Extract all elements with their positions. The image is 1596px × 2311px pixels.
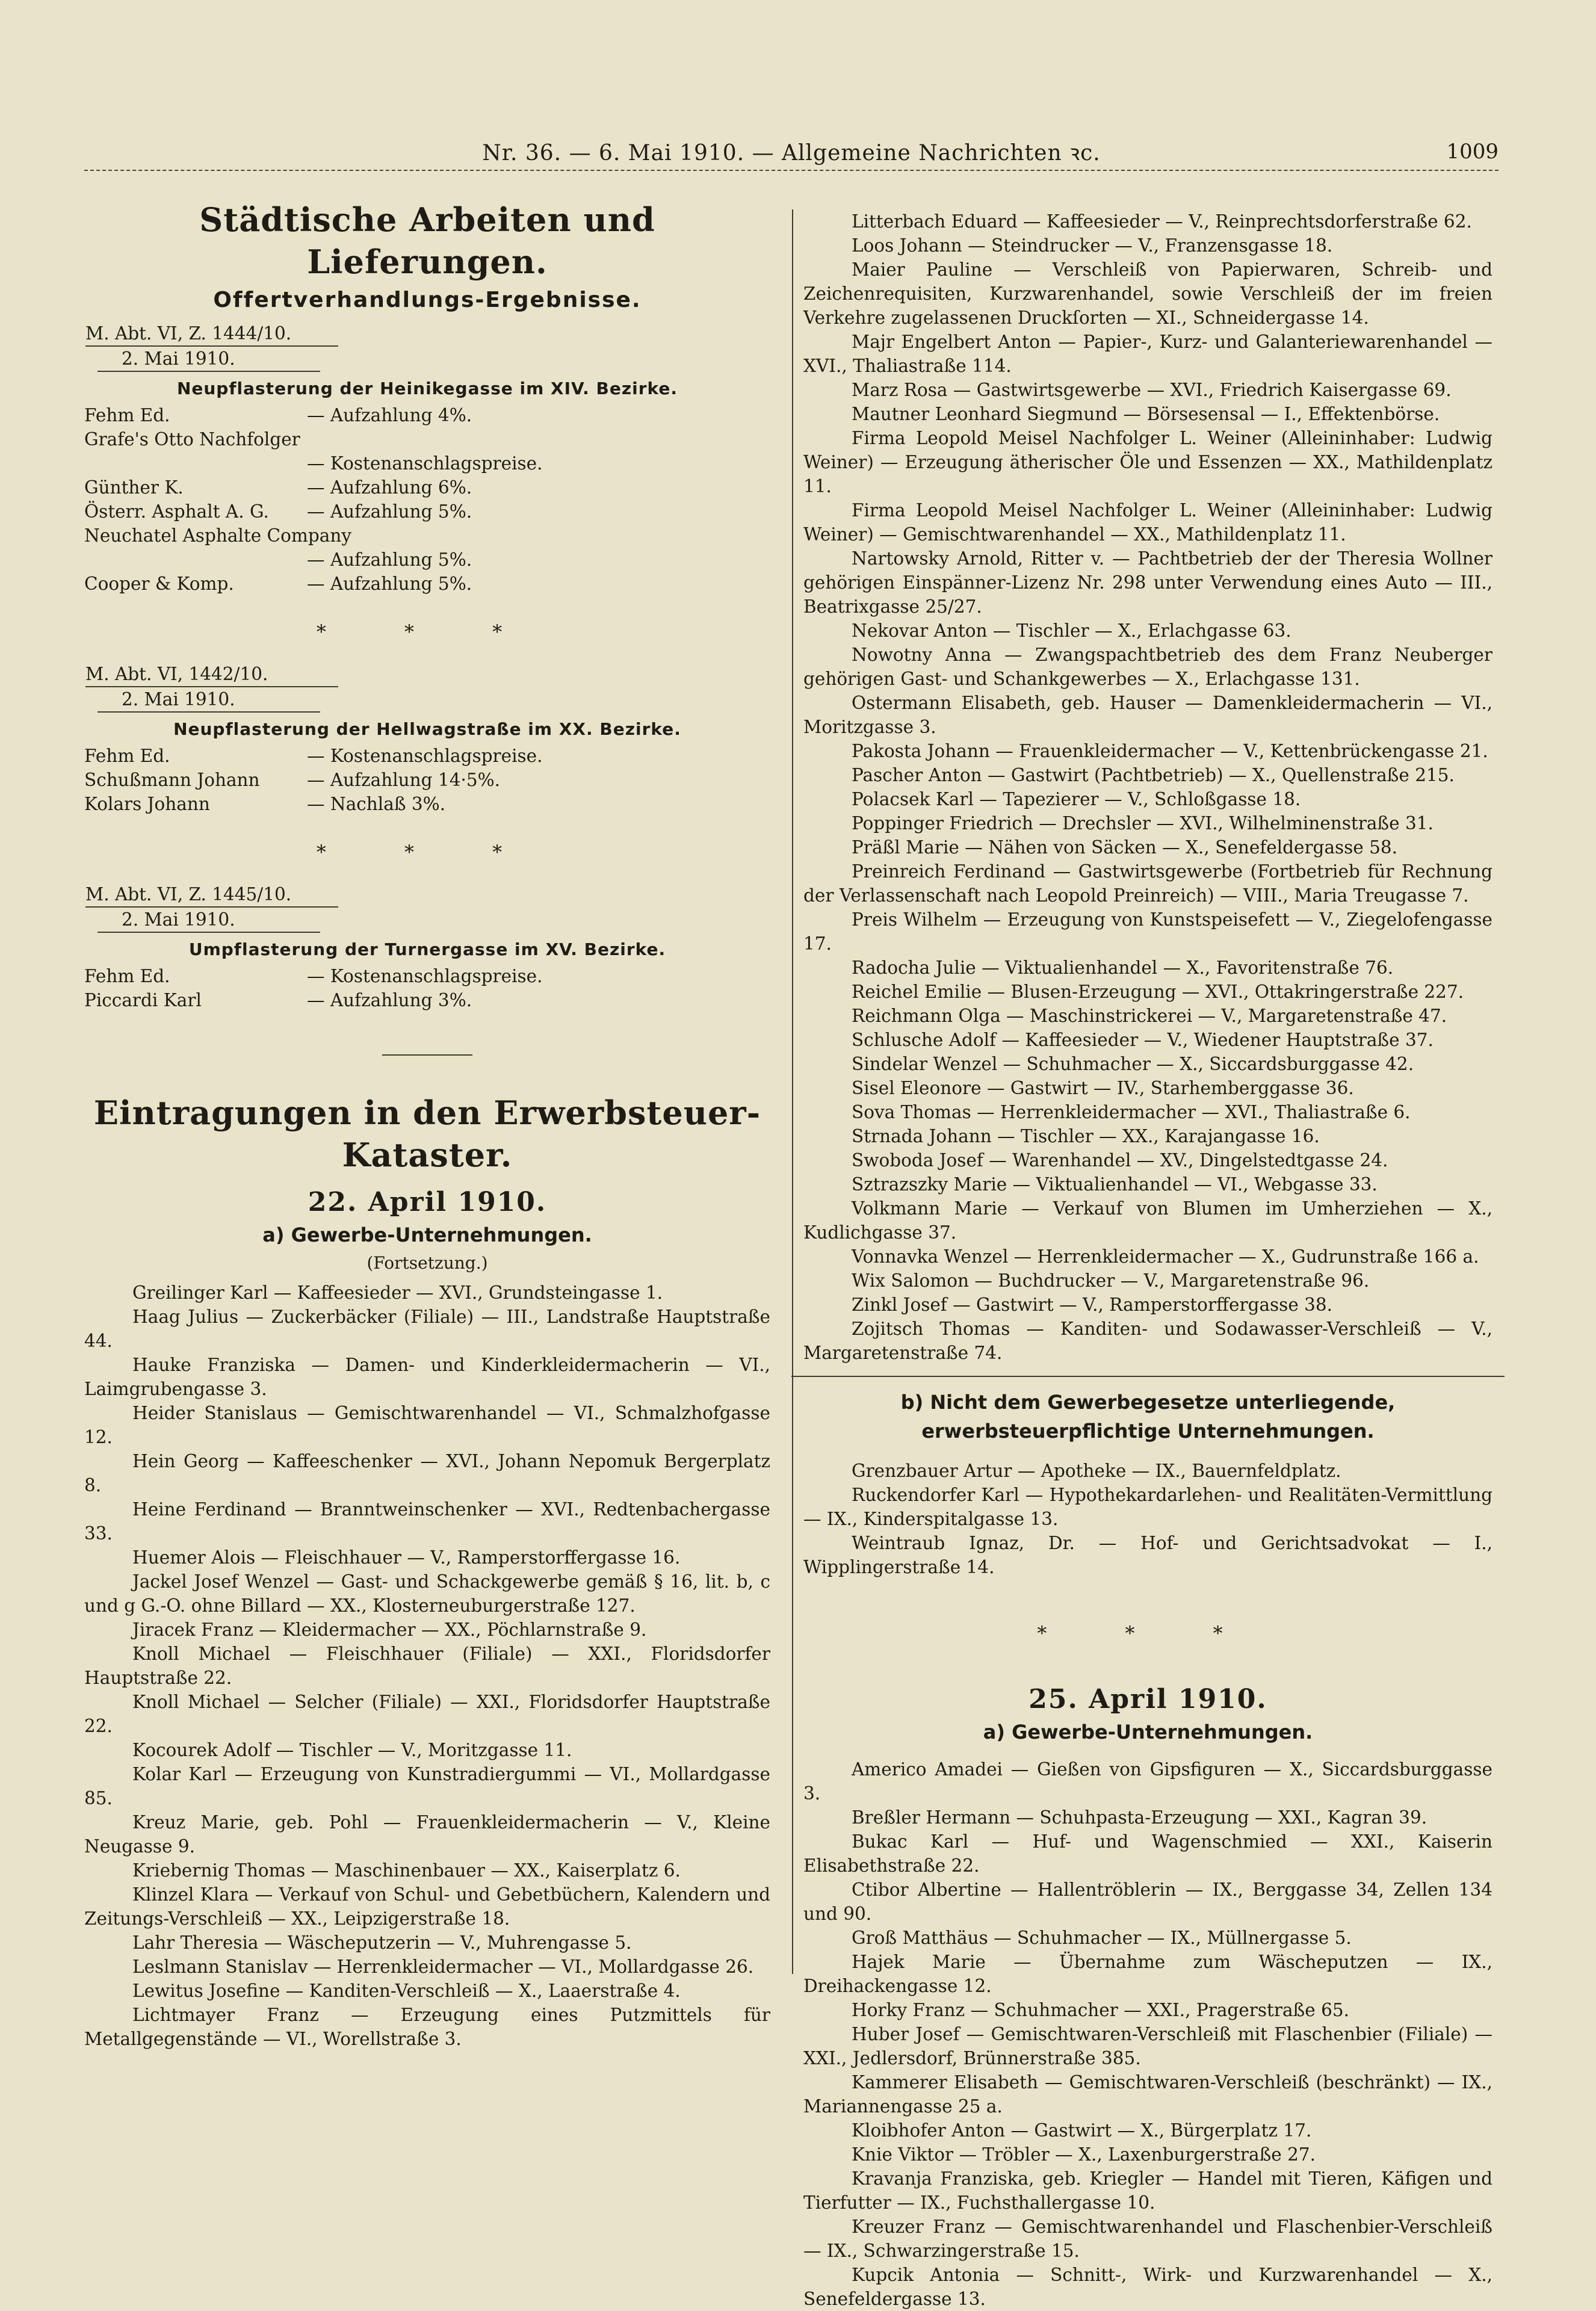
tender-row — [84, 792, 770, 816]
bid-value: — Kostenanschlagspreise. — [307, 746, 543, 766]
tender-row — [84, 744, 770, 768]
tender-date: 2. Mai 1910. — [97, 347, 320, 372]
list-item: Nekovar Anton — Tischler — X., Erlachgasse 63. — [852, 620, 1291, 641]
tender-block — [84, 321, 770, 596]
list-item: Loos Johann — Steindrucker — V., Franzensgasse 18. — [852, 235, 1333, 256]
tender-ref: M. Abt. VI, Z. 1444/10. — [85, 321, 338, 347]
bidder-name: Fehm Ed. — [84, 405, 170, 425]
list-item: Strnada Johann — Tischler — XX., Karajangasse 16. — [852, 1126, 1320, 1146]
list-item: Lahr Theresia — Wäscheputzerin — V., Muhrengasse 5. — [132, 1932, 632, 1953]
list-item: Volkmann Marie — Verkauf von Blumen im Umherziehen — X., Kudlichgasse 37. — [803, 1198, 1492, 1243]
list-item: Jiracek Franz — Kleidermacher — XX., Pöchlarnstraße 9. — [132, 1620, 647, 1640]
subsection-heading: a) Gewerbe-Unternehmungen. — [983, 1721, 1313, 1743]
list-item: Ruckendorfer Karl — Hypothekardarlehen- und Realitäten-Vermittlung — IX., Kinderspitalgasse 13. — [803, 1485, 1492, 1529]
tender-row — [84, 451, 770, 475]
entry-list — [803, 1757, 1492, 2311]
list-item: Reichel Emilie — Blusen-Erzeugung — XVI., Ottakringerstraße 227. — [852, 982, 1464, 1002]
list-item: Lichtmayer Franz — Erzeugung eines Putzmittels für Metallgegenstände — VI., Worellstraße 3. — [84, 2005, 770, 2049]
tender-row — [84, 427, 770, 451]
list-item: Jackel Josef Wenzel — Gast- und Schackgewerbe gemäß § 16, lit. b, c und g G.-O. ohne Billard — XX., Klosterneuburgerstraße 127. — [84, 1571, 770, 1616]
bidder-name: Fehm Ed. — [84, 966, 170, 986]
list-item: Ctibor Albertine — Hallentröblerin — IX., Berggasse 34, Zellen 134 und 90. — [803, 1879, 1492, 1924]
list-item: Ostermann Elisabeth, geb. Hauser — Damenkleidermacherin — VI., Moritzgasse 3. — [803, 693, 1492, 737]
list-item: Kolar Karl — Erzeugung von Kunstradiergummi — VI., Mollardgasse 85. — [84, 1764, 770, 1808]
list-item: Huemer Alois — Fleischhauer — V., Ramperstorffergasse 16. — [132, 1547, 681, 1568]
list-item: Lewitus Josefine — Kanditen-Verschleiß — X., Laaerstraße 4. — [132, 1981, 681, 2001]
bidder-name: Schußmann Johann — [84, 770, 260, 790]
tender-row — [84, 403, 770, 427]
list-item: Knoll Michael — Fleischhauer (Filiale) — XXI., Floridsdorfer Hauptstraße 22. — [84, 1644, 770, 1688]
list-item: Litterbach Eduard — Kaffeesieder — V., Reinprechtsdorferstraße 62. — [852, 211, 1472, 232]
list-item: Kriebernig Thomas — Maschinenbauer — XX., Kaiserplatz 6. — [132, 1860, 681, 1881]
entry-list — [803, 1459, 1492, 1579]
short-rule — [382, 1054, 472, 1056]
list-item: Hauke Franziska — Damen- und Kinderkleidermacherin — VI., Laimgrubengasse 3. — [84, 1355, 770, 1399]
bid-value: — Nachlaß 3%. — [307, 794, 446, 814]
bid-value: — Aufzahlung 14·5%. — [307, 770, 501, 790]
tender-date: 2. Mai 1910. — [97, 908, 320, 933]
list-item: Breßler Hermann — Schuhpasta-Erzeugung — XXI., Kagran 39. — [852, 1807, 1427, 1828]
list-item: Reichmann Olga — Maschinstrickerei — V., Margaretenstraße 47. — [852, 1006, 1447, 1026]
list-item: Groß Matthäus — Schuhmacher — IX., Müllnergasse 5. — [852, 1928, 1352, 1948]
tender-date: 2. Mai 1910. — [97, 687, 320, 713]
list-item: Knoll Michael — Selcher (Filiale) — XXI., Floridsdorfer Hauptstraße 22. — [84, 1692, 770, 1736]
bidder-name: Piccardi Karl — [84, 990, 202, 1010]
bidder-name: Günther K. — [84, 477, 184, 498]
list-item: Firma Leopold Meisel Nachfolger L. Weiner (Alleininhaber: Ludwig Weiner) — Gemischtwarenhandel — XX., Mathildenplatz 11. — [803, 500, 1492, 545]
bidder-name: Kolars Johann — [84, 794, 210, 814]
list-item: Wix Salomon — Buchdrucker — V., Margaretenstraße 96. — [852, 1270, 1370, 1291]
tender-title: Neupflasterung der Hellwagstraße im XX. Bezirke. — [173, 719, 681, 739]
list-item: Hein Georg — Kaffeeschenker — XVI., Johann Nepomuk Bergerplatz 8. — [84, 1451, 770, 1496]
entry-list — [84, 1281, 770, 2051]
list-item: Knie Viktor — Tröbler — X., Laxenburgerstraße 27. — [852, 2144, 1316, 2165]
bidder-name: Cooper & Komp. — [84, 574, 234, 594]
tender-title: Neupflasterung der Heinikegasse im XIV. Bezirke. — [176, 379, 678, 398]
list-item: Majr Engelbert Anton — Papier-, Kurz- und Galanteriewarenhandel — XVI., Thaliastraße 114. — [803, 332, 1492, 376]
subsection-heading: a) Gewerbe-Unternehmungen. — [262, 1224, 592, 1246]
list-item: Swoboda Josef — Warenhandel — XV., Dingelstedtgasse 24. — [852, 1150, 1388, 1171]
section-title-kataster: Eintragungen in den Erwerbsteuer-Kataster. — [93, 1094, 761, 1174]
list-item: Sindelar Wenzel — Schuhmacher — X., Siccardsburggasse 42. — [852, 1054, 1414, 1074]
list-item: Kloibhofer Anton — Gastwirt — X., Bürgerplatz 17. — [852, 2120, 1312, 2141]
bidder-name: Grafe's Otto Nachfolger — [84, 429, 300, 450]
tender-row — [84, 768, 770, 792]
right-column — [803, 199, 1492, 2311]
list-item: Horky Franz — Schuhmacher — XXI., Pragerstraße 65. — [852, 2000, 1349, 2020]
section-title-arbeiten: Städtische Arbeiten und Lieferungen. — [199, 200, 655, 281]
list-item: Kravanja Franziska, geb. Kriegler — Handel mit Tieren, Käfigen und Tierfutter — IX., Fuchsthallergasse 10. — [803, 2168, 1492, 2213]
bidder-name: Österr. Asphalt A. G. — [84, 501, 269, 522]
list-item: Kocourek Adolf — Tischler — V., Moritzgasse 11. — [132, 1740, 572, 1760]
continued-note: (Fortsetzung.) — [367, 1253, 488, 1273]
list-item: Sisel Eleonore — Gastwirt — IV., Starhemberggasse 36. — [852, 1078, 1354, 1098]
left-column — [84, 199, 770, 2051]
list-item: Heine Ferdinand — Branntweinschenker — XVI., Redtenbachergasse 33. — [84, 1499, 770, 1544]
tender-row — [84, 988, 770, 1012]
tender-row — [84, 500, 770, 524]
tender-title: Umpflasterung der Turnergasse im XV. Bezirke. — [188, 939, 666, 959]
bid-value: — Kostenanschlagspreise. — [307, 966, 543, 986]
list-item: Zojitsch Thomas — Kanditen- und Sodawasser-Verschleiß — V., Margaretenstraße 74. — [803, 1319, 1492, 1363]
entry-list — [803, 209, 1492, 1365]
bid-value: — Aufzahlung 5%. — [307, 574, 472, 594]
separator-stars: * * * — [316, 620, 539, 643]
bid-value: — Aufzahlung 3%. — [307, 990, 472, 1010]
list-item: Nartowsky Arnold, Ritter v. — Pachtbetrieb der der Theresia Wollner gehörigen Einspänner-Lizenz Nr. 298 unter Verwendung eines Auto — III., Beatrixgasse 25/27. — [803, 548, 1492, 617]
tender-row — [84, 548, 770, 572]
list-item: Huber Josef — Gemischtwaren-Verschleiß mit Flaschenbier (Filiale) — XXI., Jedlersdorf, Brünnerstraße 385. — [803, 2024, 1492, 2068]
date-heading: 22. April 1910. — [308, 1187, 547, 1217]
list-item: Kupcik Antonia — Schnitt-, Wirk- und Kurzwarenhandel — X., Senefeldergasse 13. — [803, 2265, 1492, 2309]
bidder-name — [84, 451, 307, 475]
bid-value: — Kostenanschlagspreise. — [307, 453, 543, 474]
tender-ref: M. Abt. VI, 1442/10. — [85, 662, 338, 687]
list-item: Präßl Marie — Nähen von Säcken — X., Senefeldergasse 58. — [852, 837, 1398, 858]
date-heading: 25. April 1910. — [1028, 1684, 1267, 1715]
page-number: 1009 — [1446, 140, 1499, 164]
tender-row — [84, 475, 770, 500]
list-item: Radocha Julie — Viktualienhandel — X., Favoritenstraße 76. — [852, 958, 1394, 978]
list-item: Mautner Leonhard Siegmund — Börsesensal — I., Effektenbörse. — [852, 404, 1440, 424]
tender-row — [84, 964, 770, 988]
list-item: Leslmann Stanislav — Herrenkleidermacher — VI., Mollardgasse 26. — [132, 1957, 754, 1977]
list-item: Greilinger Karl — Kaffeesieder — XVI., Grundsteingasse 1. — [132, 1282, 663, 1303]
bidder-name: Fehm Ed. — [84, 746, 170, 766]
page-header — [84, 137, 1499, 173]
list-item: Zinkl Josef — Gastwirt — V., Ramperstorffergasse 38. — [852, 1295, 1333, 1315]
list-item: Marz Rosa — Gastwirtsgewerbe — XVI., Friedrich Kaisergasse 69. — [852, 380, 1452, 400]
subsection-heading: b) Nicht dem Gewerbegesetze unterliegende, erwerbsteuerpflichtige Unternehmungen. — [900, 1391, 1396, 1443]
header-wavy-rule — [84, 170, 1499, 175]
bid-value: — Aufzahlung 4%. — [307, 405, 472, 425]
list-item: Kammerer Elisabeth — Gemischtwaren-Verschleiß (beschränkt) — IX., Mariannengasse 25 a. — [803, 2072, 1492, 2117]
tender-ref: M. Abt. VI, Z. 1445/10. — [85, 882, 338, 908]
list-item: Kreuzer Franz — Gemischtwarenhandel und Flaschenbier-Verschleiß — IX., Schwarzingerstraße 15. — [803, 2217, 1492, 2261]
list-item: Hajek Marie — Übernahme zum Wäscheputzen — IX., Dreihackengasse 12. — [803, 1952, 1492, 1996]
list-item: Bukac Karl — Huf- und Wagenschmied — XXI., Kaiserin Elisabethstraße 22. — [803, 1831, 1492, 1876]
list-item: Haag Julius — Zuckerbäcker (Filiale) — III., Landstraße Hauptstraße 44. — [84, 1307, 770, 1351]
list-item: Firma Leopold Meisel Nachfolger L. Weiner (Alleininhaber: Ludwig Weiner) — Erzeugung ätherischer Öle und Essenzen — XX., Mathildenplatz 11. — [803, 428, 1492, 497]
list-item: Kreuz Marie, geb. Pohl — Frauenkleidermacherin — V., Kleine Neugasse 9. — [84, 1812, 770, 1857]
list-item: Maier Pauline — Verschleiß von Papierwaren, Schreib- und Zeichenrequisiten, Kurzwarenhandel, sowie Verschleiß der im freien Verkehre zugelassenen Druckſorten — XI., Schneidergasse 14. — [803, 259, 1492, 328]
tender-block — [84, 662, 770, 816]
bid-value: — Aufzahlung 5%. — [307, 501, 472, 522]
list-item: Preinreich Ferdinand — Gastwirtsgewerbe (Fortbetrieb für Rechnung der Verlassenschaft nach Leopold Preinreich) — VIII., Maria Treugasse 7. — [803, 861, 1492, 906]
column-divider — [792, 209, 793, 1974]
list-item: Americo Amadei — Gießen von Gipsfiguren — X., Siccardsburggasse 3. — [803, 1759, 1492, 1804]
list-item: Weintraub Ignaz, Dr. — Hof- und Gerichtsadvokat — I., Wipplingerstraße 14. — [803, 1533, 1492, 1577]
bidder-name — [84, 548, 307, 572]
separator-stars: * * * — [1037, 1622, 1259, 1645]
separator-stars: * * * — [316, 841, 539, 864]
list-item: Poppinger Friedrich — Drechsler — XVI., Wilhelminenstraße 31. — [852, 813, 1434, 834]
list-item: Schlusche Adolf — Kaffeesieder — V., Wiedener Hauptstraße 37. — [852, 1030, 1434, 1050]
bid-value: — Aufzahlung 5%. — [307, 549, 472, 570]
list-item: Preis Wilhelm — Erzeugung von Kunstspeisefett — V., Ziegelofengasse 17. — [803, 909, 1492, 954]
section-subtitle-offert: Offertverhandlungs-Ergebnisse. — [213, 288, 642, 312]
list-item: Sova Thomas — Herrenkleidermacher — XVI., Thaliastraße 6. — [852, 1102, 1411, 1122]
tender-row — [84, 524, 770, 548]
list-item: Polacsek Karl — Tapezierer — V., Schloßgasse 18. — [852, 789, 1301, 809]
tender-row — [84, 572, 770, 596]
list-item: Nowotny Anna — Zwangspachtbetrieb des dem Franz Neuberger gehörigen Gast- und Schankgewerbes — X., Erlachgasse 131. — [803, 645, 1492, 689]
bidder-name: Neuchatel Asphalte Company — [84, 525, 351, 546]
tender-block — [84, 882, 770, 1012]
list-item: Pakosta Johann — Frauenkleidermacher — V., Kettenbrückengasse 21. — [852, 741, 1488, 761]
list-item: Pascher Anton — Gastwirt (Pachtbetrieb) — X., Quellenstraße 215. — [852, 765, 1455, 785]
list-item: Vonnavka Wenzel — Herrenkleidermacher — X., Gudrunstraße 166 a. — [852, 1246, 1479, 1267]
list-item: Klinzel Klara — Verkauf von Schul- und Gebetbüchern, Kalendern und Zeitungs-Verschleiß — XX., Leipzigerstraße 18. — [84, 1884, 770, 1929]
bid-value: — Aufzahlung 6%. — [307, 477, 472, 498]
list-item: Heider Stanislaus — Gemischtwarenhandel — VI., Schmalzhofgasse 12. — [84, 1403, 770, 1447]
list-item: Sztrazszky Marie — Viktualienhandel — VI., Webgasse 33. — [852, 1174, 1378, 1195]
section-rule — [791, 1376, 1505, 1377]
list-item: Grenzbauer Artur — Apotheke — IX., Bauernfeldplatz. — [852, 1461, 1341, 1481]
running-title: Nr. 36. — 6. Mai 1910. — Allgemeine Nachrichten ꝛc. — [482, 141, 1101, 166]
